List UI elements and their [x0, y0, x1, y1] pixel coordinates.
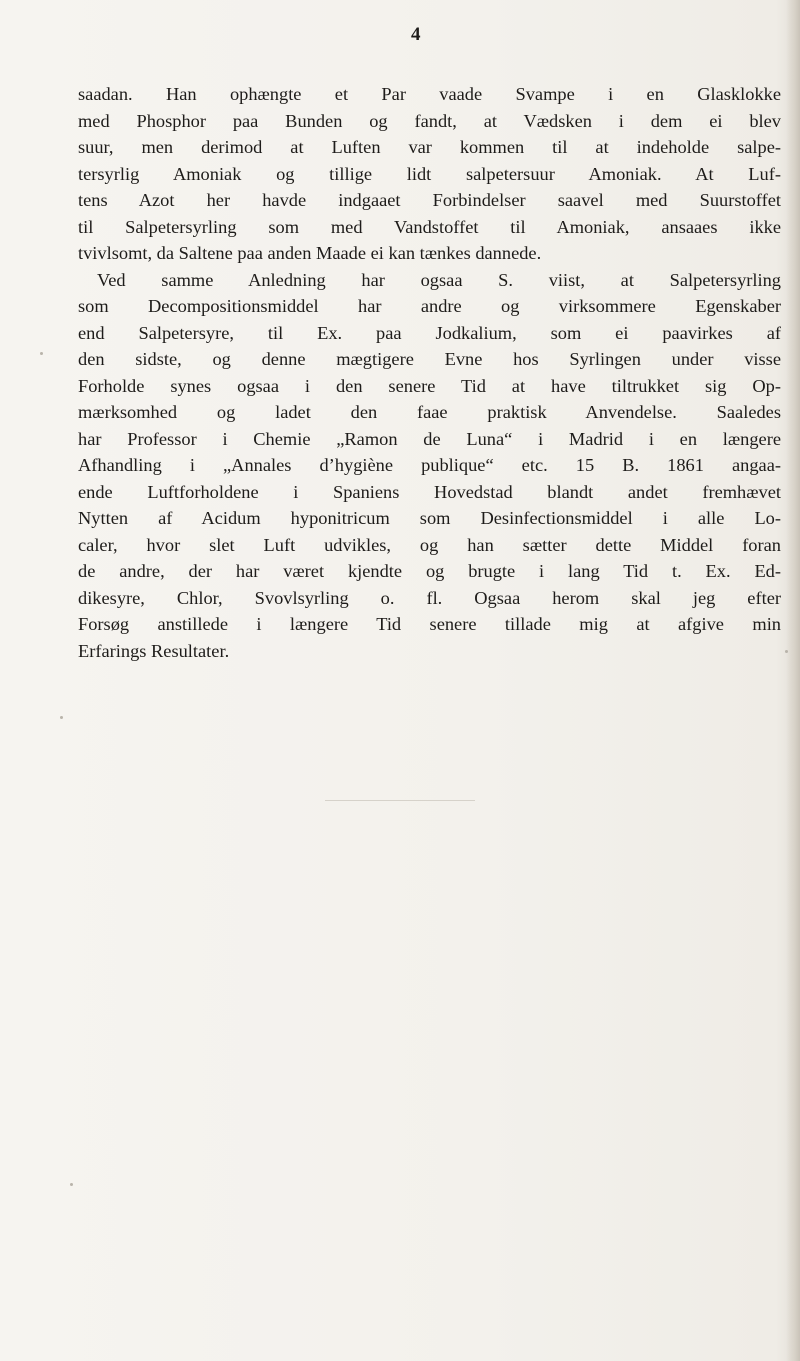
divider-rule	[325, 800, 475, 801]
text-line: ende Luftforholdene i Spaniens Hovedstad blandt andet fremhævet	[78, 481, 781, 502]
text-line: Erfarings Resultater.	[78, 640, 230, 661]
text-line: Nytten af Acidum hyponitricum som Desinfectionsmiddel i alle Lo-	[78, 508, 781, 528]
paper-speck	[40, 352, 43, 355]
text-line: end Salpetersyre, til Ex. paa Jodkalium, som ei paavirkes af	[78, 322, 781, 343]
paragraph-start-line: Ved samme Anledning har ogsaa S. viist, at Salpetersyrling	[97, 269, 781, 290]
body-text	[78, 81, 781, 664]
text-line: Afhandling i „Annales d’hygiène publique“ etc. 15 B. 1861 angaa-	[78, 455, 781, 475]
text-line: de andre, der har været kjendte og brugte i lang Tid t. Ex. Ed-	[78, 561, 781, 581]
text-line: caler, hvor slet Luft udvikles, og han sætter dette Middel foran	[78, 534, 781, 555]
paper-speck	[785, 650, 788, 653]
text-line: mærksomhed og ladet den faae praktisk Anvendelse. Saaledes	[78, 402, 781, 422]
text-line: tvivlsomt, da Saltene paa anden Maade ei kan tænkes dannede.	[78, 243, 542, 263]
text-line: Forholde synes ogsaa i den senere Tid at have tiltrukket sig Op-	[78, 375, 781, 396]
text-line: til Salpetersyrling som med Vandstoffet til Amoniak, ansaaes ikke	[78, 216, 781, 237]
paper-speck	[60, 716, 63, 719]
text-line: har Professor i Chemie „Ramon de Luna“ i Madrid i en længere	[78, 428, 781, 449]
text-line: suur, men derimod at Luften var kommen til at indeholde salpe-	[78, 137, 781, 157]
text-line: med Phosphor paa Bunden og fandt, at Vædsken i dem ei blev	[78, 110, 781, 131]
paper-speck	[70, 1183, 73, 1186]
text-line: tens Azot her havde indgaaet Forbindelser saavel med Suurstoffet	[78, 190, 781, 210]
text-line: den sidste, og denne mægtigere Evne hos Syrlingen under visse	[78, 349, 781, 369]
page-edge-shadow	[786, 0, 800, 1361]
text-line: som Decompositionsmiddel har andre og virksommere Egenskaber	[78, 296, 781, 316]
text-line: tersyrlig Amoniak og tillige lidt salpetersuur Amoniak. At Luf-	[78, 163, 781, 184]
text-line: dikesyre, Chlor, Svovlsyrling o. fl. Ogsaa herom skal jeg efter	[78, 587, 781, 608]
page-number: 4	[411, 24, 421, 45]
text-line: saadan. Han ophængte et Par vaade Svampe i en Glasklokke	[78, 84, 781, 104]
text-line: Forsøg anstillede i længere Tid senere tillade mig at afgive min	[78, 614, 781, 634]
